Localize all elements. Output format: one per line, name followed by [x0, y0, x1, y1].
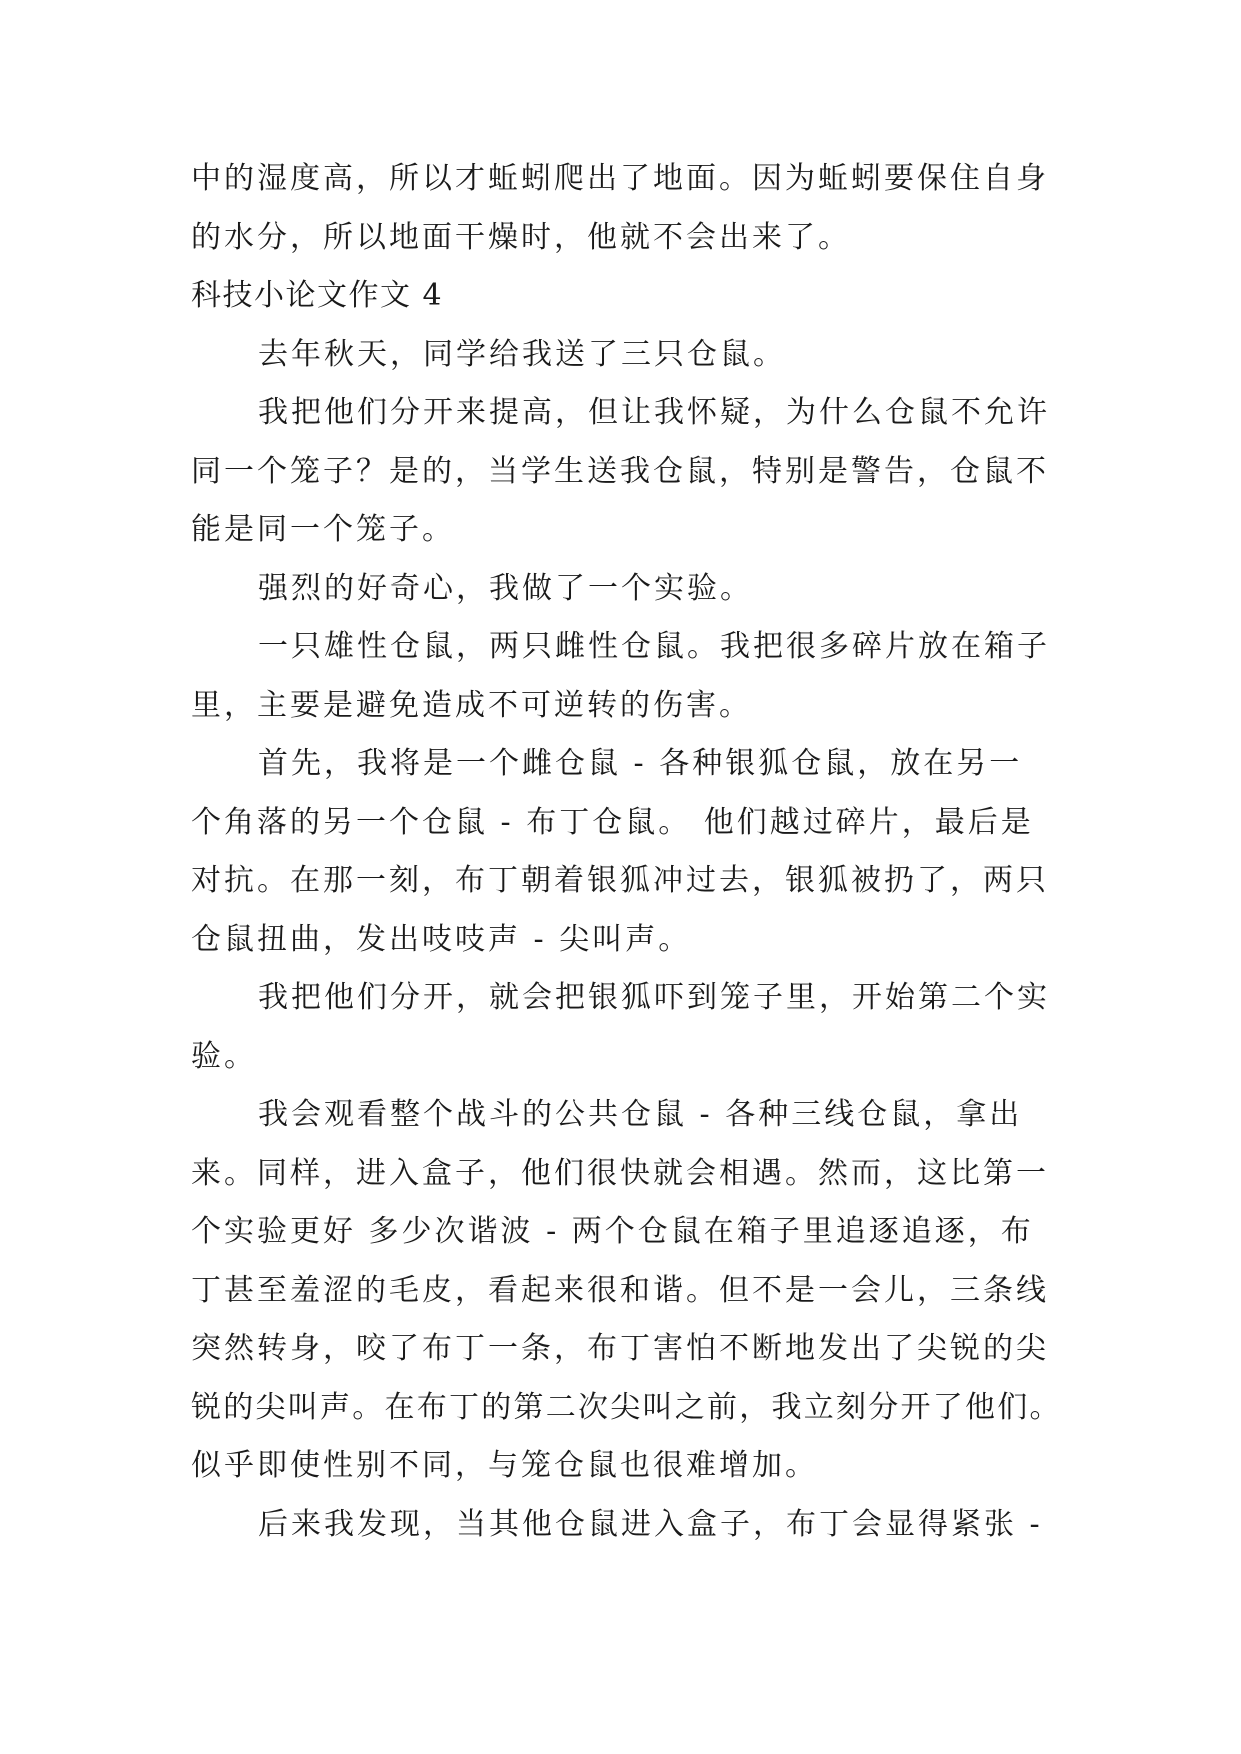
- text-line: 里，主要是避免造成不可逆转的伤害。: [191, 687, 752, 723]
- section-heading: 科技小论文作文 4: [191, 278, 444, 313]
- text-line: 仓鼠扭曲，发出吱吱声 - 尖叫声。: [191, 921, 692, 957]
- text-line: 突然转身，咬了布丁一条，布丁害怕不断地发出了尖锐的尖: [191, 1331, 1049, 1366]
- text-line: 来。同样，进入盒子，他们很快就会相遇。然而，这比第一: [191, 1155, 1049, 1191]
- text-line: 我把他们分开来提高，但让我怀疑，为什么仓鼠不允许: [258, 395, 1050, 430]
- text-line: 去年秋天，同学给我送了三只仓鼠。: [258, 336, 786, 372]
- text-line: 一只雄性仓鼠，两只雌性仓鼠。我把很多碎片放在箱子: [258, 629, 1050, 664]
- text-line: 个角落的另一个仓鼠 - 布丁仓鼠。 他们越过碎片，最后是: [191, 804, 1034, 840]
- text-line: 验。: [191, 1038, 257, 1074]
- text-line: 锐的尖叫声。在布丁的第二次尖叫之前，我立刻分开了他们。: [191, 1389, 1062, 1425]
- text-line: 同一个笼子？是的，当学生送我仓鼠，特别是警告，仓鼠不: [191, 453, 1049, 489]
- text-line: 强烈的好奇心，我做了一个实验。: [258, 570, 753, 606]
- text-line: 后来我发现，当其他仓鼠进入盒子，布丁会显得紧张 -: [258, 1506, 1043, 1542]
- text-line: 中的湿度高，所以才蚯蚓爬出了地面。因为蚯蚓要保住自身: [191, 161, 1049, 196]
- text-line: 首先，我将是一个雌仓鼠 - 各种银狐仓鼠，放在另一: [258, 746, 1023, 781]
- text-line: 个实验更好 多少次谐波 - 两个仓鼠在箱子里追逐追逐，布: [191, 1214, 1034, 1249]
- text-line: 对抗。在那一刻，布丁朝着银狐冲过去，银狐被扔了，两只: [191, 863, 1049, 898]
- text-line: 我把他们分开，就会把银狐吓到笼子里，开始第二个实: [258, 980, 1050, 1015]
- text-line: 的水分，所以地面干燥时，他就不会出来了。: [191, 219, 851, 255]
- document-body: [191, 150, 1066, 1554]
- text-line: 似乎即使性别不同，与笼仓鼠也很难增加。: [191, 1448, 818, 1483]
- text-line: 能是同一个笼子。: [191, 512, 455, 547]
- text-line: 我会观看整个战斗的公共仓鼠 - 各种三线仓鼠，拿出: [258, 1097, 1023, 1132]
- text-line: 丁甚至羞涩的毛皮，看起来很和谐。但不是一会儿，三条线: [191, 1272, 1049, 1308]
